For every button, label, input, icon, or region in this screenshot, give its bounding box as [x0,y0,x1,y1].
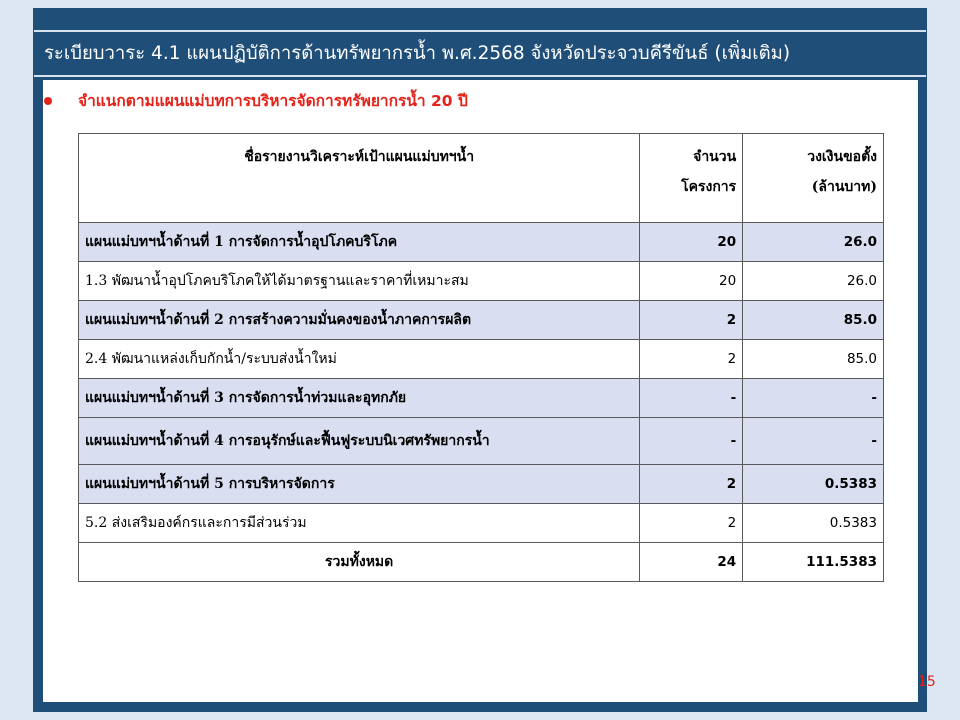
row-count: 20 [640,262,743,301]
subtitle-text: จำแนกตามแผนแม่บทการบริหารจัดการทรัพยากรน้ำ 20 ปี [78,92,468,110]
row-name: แผนแม่บทฯน้ำด้านที่ 5 การบริหารจัดการ [79,465,640,504]
row-name: แผนแม่บทฯน้ำด้านที่ 2 การสร้างความมั่นคงของน้ำภาคการผลิต [79,301,640,340]
table-row [79,465,884,504]
total-budget: 111.5383 [743,543,884,582]
table-row [79,379,884,418]
row-count: - [640,418,743,465]
total-label: รวมทั้งหมด [79,543,640,582]
row-name: 2.4 พัฒนาแหล่งเก็บกักน้ำ/ระบบส่งน้ำใหม่ [79,340,640,379]
row-budget: 85.0 [743,340,884,379]
row-count: - [640,379,743,418]
slide-title: ระเบียบวาระ 4.1 แผนปฏิบัติการด้านทรัพยากรน้ำ พ.ศ.2568 จังหวัดประจวบคีรีขันธ์ (เพิ่มเติม) [34,30,926,77]
row-budget: 0.5383 [743,504,884,543]
row-count: 20 [640,223,743,262]
row-budget: - [743,379,884,418]
header-count-line1: จำนวน [693,149,737,165]
table-header-row [79,134,884,223]
header-name: ชื่อรายงานวิเคราะห์เป้าแผนแม่บทฯน้ำ [79,134,640,223]
row-name: แผนแม่บทฯน้ำด้านที่ 4 การอนุรักษ์และฟื้นฟูระบบนิเวศทรัพยากรน้ำ [79,418,640,465]
row-budget: 26.0 [743,262,884,301]
plan-table [78,133,884,582]
table-row [79,340,884,379]
table-row [79,223,884,262]
bullet-icon [44,97,52,105]
table-row [79,301,884,340]
page-number: 15 [918,674,936,690]
row-count: 2 [640,340,743,379]
header-count [640,134,743,223]
row-name: แผนแม่บทฯน้ำด้านที่ 1 การจัดการน้ำอุปโภคบริโภค [79,223,640,262]
row-name: 1.3 พัฒนาน้ำอุปโภคบริโภคให้ได้มาตรฐานและราคาที่เหมาะสม [79,262,640,301]
subtitle-line [44,88,468,113]
row-budget: 85.0 [743,301,884,340]
row-budget: 0.5383 [743,465,884,504]
header-budget-line1: วงเงินขอตั้ง [807,149,877,165]
row-count: 2 [640,504,743,543]
header-count-line2: โครงการ [681,179,737,195]
row-name: 5.2 ส่งเสริมองค์กรและการมีส่วนร่วม [79,504,640,543]
total-row [79,543,884,582]
header-budget [743,134,884,223]
row-count: 2 [640,465,743,504]
row-name: แผนแม่บทฯน้ำด้านที่ 3 การจัดการน้ำท่วมและอุทกภัย [79,379,640,418]
total-count: 24 [640,543,743,582]
table-row [79,418,884,465]
table-row [79,504,884,543]
header-budget-line2: (ล้านบาท) [811,179,877,195]
table-row [79,262,884,301]
row-budget: - [743,418,884,465]
row-budget: 26.0 [743,223,884,262]
row-count: 2 [640,301,743,340]
